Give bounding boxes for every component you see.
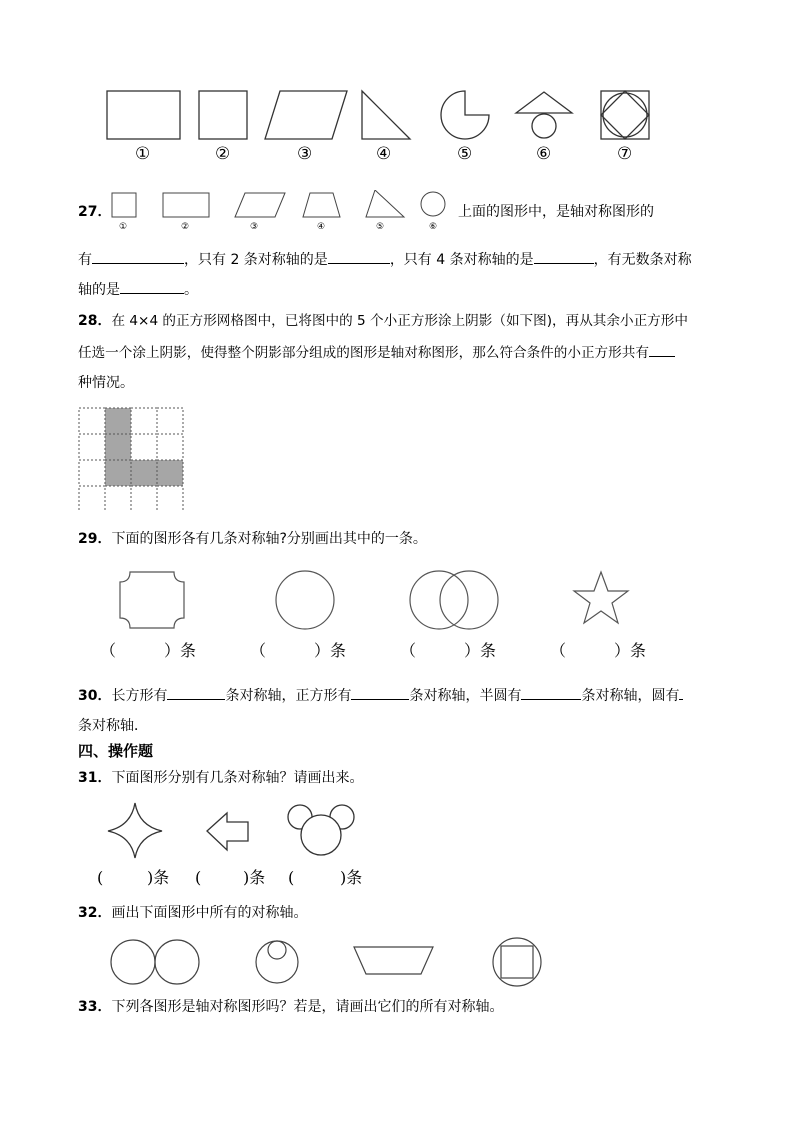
- right-triangle-shape: [362, 91, 410, 139]
- square-circle-square-inner: [601, 91, 649, 139]
- q29-shapes: [110, 568, 650, 636]
- q27-trapezoid: [303, 193, 340, 217]
- grid-cell[interactable]: [157, 486, 183, 511]
- answer-blank[interactable]: [534, 249, 594, 264]
- top-figures: [100, 86, 660, 146]
- q33-line: [78, 997, 503, 1017]
- top-label: ②: [215, 144, 231, 164]
- q29-line: [78, 529, 427, 549]
- trapezoid-shape: [354, 947, 433, 974]
- q27-label: ③: [250, 222, 259, 232]
- answer-blank[interactable]: [167, 685, 225, 700]
- grid-cell-shaded[interactable]: [131, 460, 157, 486]
- q30-text: 长方形有: [111, 688, 168, 704]
- mouse-head: [301, 815, 341, 855]
- grid-cell-shaded[interactable]: [157, 460, 183, 486]
- triangle-on-circle-triangle: [516, 92, 572, 113]
- q29-text: 下面的图形各有几条对称轴?分别画出其中的一条。: [111, 531, 427, 547]
- q27-lead: 上面的图形中，是轴对称图形的: [458, 204, 654, 220]
- answer-close: ）条: [464, 641, 497, 660]
- q31-shapes: [100, 800, 370, 862]
- q29-number: 29．: [78, 531, 112, 547]
- q27-label-row: [104, 222, 454, 234]
- answer-open: (: [288, 868, 295, 887]
- shaded-grid: [78, 407, 184, 511]
- q27-line3: [78, 279, 198, 300]
- grid-cell[interactable]: [105, 486, 131, 511]
- answer-blank[interactable]: [649, 342, 675, 357]
- q31-text: 下面图形分别有几条对称轴？请画出来。: [111, 770, 364, 786]
- circle-with-square-square: [501, 946, 533, 978]
- q32-line: [78, 903, 307, 923]
- three-quarter-circle-shape: [441, 91, 489, 139]
- q28-number: 28．: [78, 313, 112, 329]
- twin-circle-left: [111, 940, 155, 984]
- q28-line2: [78, 342, 675, 363]
- parallelogram-shape: [265, 91, 347, 139]
- q27-rectangle: [163, 193, 209, 217]
- grid-cell[interactable]: [157, 408, 183, 434]
- q30-number: 30．: [78, 688, 112, 704]
- answer-close: )条: [340, 868, 363, 887]
- answer-close: ）条: [164, 641, 197, 660]
- q27-label: ⑤: [376, 222, 385, 232]
- grid-cell[interactable]: [157, 434, 183, 460]
- q31-number: 31．: [78, 770, 112, 786]
- grid-cell[interactable]: [131, 486, 157, 511]
- grid-cell-shaded[interactable]: [105, 460, 131, 486]
- star-shape: [574, 572, 628, 623]
- q31-figures: [100, 800, 370, 862]
- q28-text: 在 4×4 的正方形网格图中，已将图中的 5 个小正方形涂上阴影（如下图)，再从其余小正方形中: [111, 313, 688, 329]
- notched-square-shape: [120, 572, 184, 628]
- answer-blank[interactable]: [92, 249, 184, 264]
- grid-cell[interactable]: [79, 460, 105, 486]
- q32-text: 画出下面图形中所有的对称轴。: [111, 905, 308, 921]
- answer-close: )条: [243, 868, 266, 887]
- q31-line: [78, 768, 363, 788]
- q27-parallelogram: [235, 193, 285, 217]
- grid-cell-shaded[interactable]: [105, 408, 131, 434]
- answer-open: （: [100, 641, 117, 660]
- q30-line1: [78, 685, 683, 706]
- grid-cell[interactable]: [131, 408, 157, 434]
- answer-open: (: [195, 868, 202, 887]
- q27-circle: [421, 192, 445, 216]
- q27-text: ，只有 2 条对称轴的是: [184, 252, 328, 268]
- answer-blank[interactable]: [328, 249, 390, 264]
- q31-answers: [97, 868, 387, 892]
- q27-square: [112, 193, 136, 217]
- circle-with-square-circle: [493, 938, 541, 986]
- top-label: ①: [135, 144, 151, 164]
- triangle-on-circle-circle: [532, 114, 556, 138]
- square-circle-square-circle: [603, 93, 647, 137]
- q32-figures: [108, 936, 558, 988]
- q27-shapes: [104, 190, 454, 222]
- q27-number: 27．: [78, 204, 112, 220]
- q28-text: 任选一个涂上阴影，使得整个阴影部分组成的图形是轴对称图形，那么符合条件的小正方形共有: [78, 345, 649, 361]
- top-shapes: [100, 86, 660, 146]
- twin-circle-right: [155, 940, 199, 984]
- q30-text: 条对称轴，半圆有: [409, 688, 522, 704]
- top-label: ⑦: [617, 144, 633, 164]
- overlap-circle-right: [440, 571, 498, 629]
- four-point-star-shape: [108, 803, 162, 858]
- top-label-row: [100, 144, 660, 168]
- q29-answers: [100, 641, 660, 665]
- answer-blank[interactable]: [679, 685, 683, 700]
- square-circle-square-outer: [601, 91, 649, 139]
- top-label: ⑥: [536, 144, 552, 164]
- answer-open: (: [97, 868, 104, 887]
- q27-text: 轴的是: [78, 282, 120, 298]
- q30-text: 条对称轴，圆有: [581, 688, 680, 704]
- q27-text: 有: [78, 252, 92, 268]
- section-heading: 四、操作题: [78, 742, 154, 760]
- square-shape: [199, 91, 247, 139]
- arrow-shape: [207, 813, 248, 850]
- answer-blank[interactable]: [521, 685, 581, 700]
- q33-text: 下列各图形是轴对称图形吗？若是，请画出它们的所有对称轴。: [111, 999, 504, 1015]
- top-label: ④: [376, 144, 392, 164]
- q32-number: 32．: [78, 905, 112, 921]
- grid-cell[interactable]: [79, 486, 105, 511]
- big-circle: [256, 941, 298, 983]
- small-inner-circle: [268, 941, 286, 959]
- overlap-circle-left: [410, 571, 468, 629]
- grid-cell[interactable]: [131, 434, 157, 460]
- answer-blank[interactable]: [351, 685, 409, 700]
- q27-text: ，有无数条对称: [593, 252, 692, 268]
- q27-text: ，只有 4 条对称轴的是: [389, 252, 534, 268]
- answer-close: )条: [147, 868, 170, 887]
- grid-cell[interactable]: [79, 408, 105, 434]
- q27-triangle: [366, 190, 404, 217]
- answer-close: ）条: [314, 641, 347, 660]
- q27-line2: [78, 249, 692, 270]
- answer-open: （: [400, 641, 417, 660]
- answer-close: ）条: [614, 641, 647, 660]
- top-label: ③: [297, 144, 313, 164]
- answer-blank[interactable]: [120, 279, 184, 294]
- q27-label: ④: [317, 222, 326, 232]
- grid-cell[interactable]: [79, 434, 105, 460]
- q27-label: ⑥: [429, 222, 438, 232]
- q28-line1: [78, 311, 688, 331]
- q28-line3: 种情况。: [78, 375, 134, 391]
- top-label: ⑤: [457, 144, 473, 164]
- q27-text: 。: [184, 282, 198, 298]
- rectangle-shape: [107, 91, 180, 139]
- grid-cell-shaded[interactable]: [105, 434, 131, 460]
- q27-label: ①: [119, 222, 128, 232]
- q27-label: ②: [181, 222, 190, 232]
- answer-open: （: [250, 641, 267, 660]
- q29-figures: [110, 568, 650, 636]
- q30-text: 条对称轴，正方形有: [225, 688, 352, 704]
- q27-figures: [104, 190, 454, 222]
- answer-open: （: [550, 641, 567, 660]
- q30-line2: 条对称轴．: [78, 718, 148, 734]
- circle-shape: [276, 571, 334, 629]
- q28-grid: [78, 407, 184, 511]
- q32-shapes: [108, 936, 558, 988]
- q33-number: 33．: [78, 999, 112, 1015]
